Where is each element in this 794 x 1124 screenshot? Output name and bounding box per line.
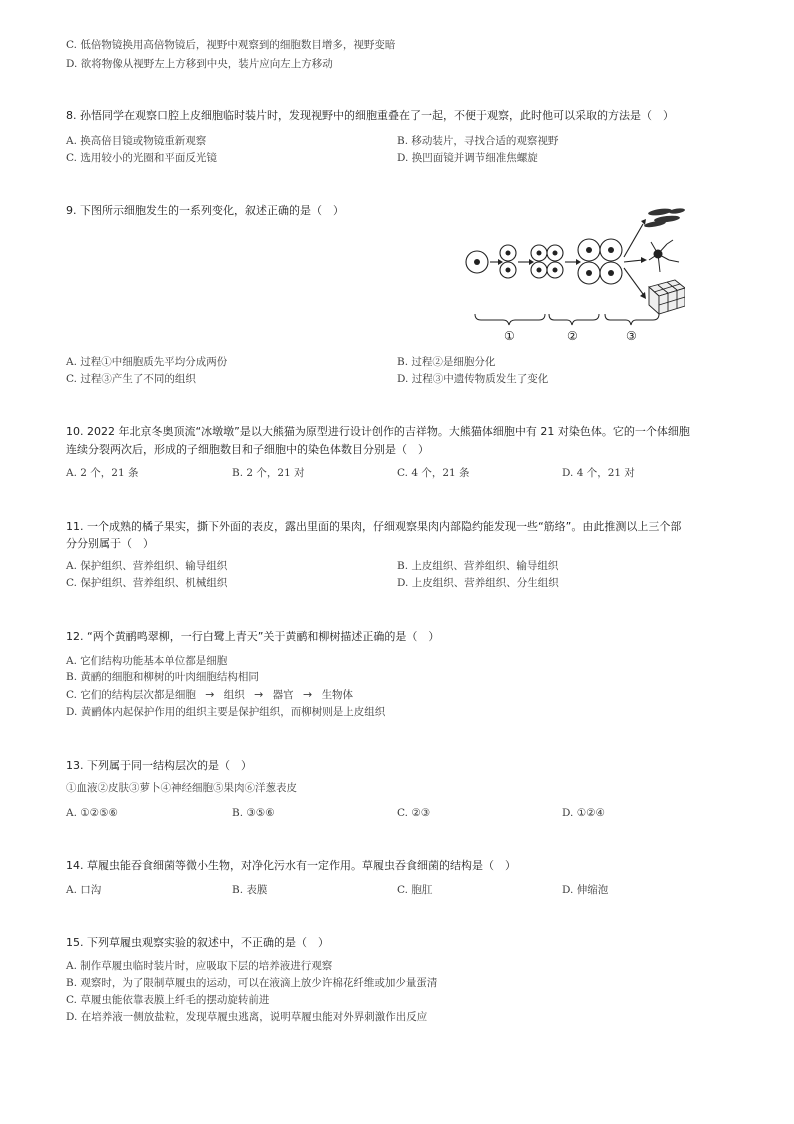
q14-option-a: A. 口沟 [66, 884, 102, 896]
option-d-prev: D. 欲将物像从视野左上方移到中央，装片应向左上方移动 [66, 58, 333, 70]
q13-option-b: B. ③⑤⑥ [232, 807, 275, 819]
q8-option-c: C. 选用较小的光圈和平面反光镜 [66, 152, 217, 164]
question-15-stem: 15. 下列草履虫观察实验的叙述中，不正确的是（ ） [66, 936, 329, 949]
nerve-cell-icon [649, 240, 679, 272]
q10-option-a: A. 2 个，21 条 [66, 467, 139, 479]
arrow-right-icon: → [205, 688, 215, 701]
q9-option-a: A. 过程①中细胞质先平均分成两份 [66, 356, 228, 368]
q12-option-a: A. 它们结构功能基本单位都是细胞 [66, 655, 228, 667]
q12-option-c-prefix: C. 它们的结构层次都是细胞 [66, 689, 196, 701]
question-11-stem-line1: 11. 一个成熟的橘子果实，撕下外面的表皮，露出里面的果肉，仔细观察果肉内部隐约能发现一些“筋络”。由此推测以上三个部 [66, 520, 682, 533]
arrow-right-icon: → [254, 688, 264, 701]
epithelial-tissue-icon [649, 280, 685, 314]
q8-option-b: B. 移动装片，寻找合适的观察视野 [397, 135, 559, 147]
q12-option-d: D. 黄鹂体内起保护作用的组织主要是保护组织，而柳树则是上皮组织 [66, 706, 386, 718]
question-10-stem-line1: 10. 2022 年北京冬奥顶流“冰墩墩”是以大熊猫为原型进行设计创作的吉祥物。大熊猫体细胞中有 21 对染色体。它的一个体细胞 [66, 425, 690, 438]
q11-option-a: A. 保护组织、营养组织、输导组织 [66, 560, 228, 572]
process-label-2: ② [567, 329, 578, 343]
arrow-right-icon: → [303, 688, 313, 701]
option-c-prev: C. 低倍物镜换用高倍物镜后，视野中观察到的细胞数目增多，视野变暗 [66, 39, 396, 51]
q15-option-a: A. 制作草履虫临时装片时，应吸取下层的培养液进行观察 [66, 960, 333, 972]
question-12-stem: 12. “两个黄鹂鸣翠柳，一行白鹭上青天”关于黄鹂和柳树描述正确的是（ ） [66, 630, 440, 643]
q11-option-d: D. 上皮组织、营养组织、分生组织 [397, 577, 559, 589]
q10-option-b: B. 2 个，21 对 [232, 467, 305, 479]
q13-item-list: ①血液②皮肤③萝卜④神经细胞⑤果肉⑥洋葱表皮 [66, 782, 297, 794]
process-label-3: ③ [626, 329, 637, 343]
q13-option-c: C. ②③ [397, 807, 431, 819]
q14-option-b: B. 表膜 [232, 884, 268, 896]
question-11-stem-line2: 分分别属于（ ） [66, 537, 154, 550]
q15-option-b: B. 观察时，为了限制草履虫的运动，可以在液滴上放少许棉花纤维或加少量蛋清 [66, 977, 438, 989]
cell-change-diagram [455, 202, 685, 347]
question-8-stem: 8. 孙悟同学在观察口腔上皮细胞临时装片时，发现视野中的细胞重叠在了一起，不便于观察，此时他可以采取的方法是（ ） [66, 109, 674, 122]
q10-option-c: C. 4 个，21 条 [397, 467, 470, 479]
q8-option-d: D. 换凹面镜并调节细准焦螺旋 [397, 152, 538, 164]
q14-option-d: D. 伸缩泡 [562, 884, 609, 896]
q8-option-a: A. 换高倍目镜或物镜重新观察 [66, 135, 207, 147]
q15-option-c: C. 草履虫能依靠表膜上纤毛的摆动旋转前进 [66, 994, 270, 1006]
q15-option-d: D. 在培养液一侧放盐粒，发现草履虫逃离，说明草履虫能对外界刺激作出反应 [66, 1011, 428, 1023]
q9-option-d: D. 过程③中遗传物质发生了变化 [397, 373, 549, 385]
q12-option-c-organ: 器官 [272, 689, 294, 701]
q10-option-d: D. 4 个，21 对 [562, 467, 635, 479]
q13-option-a: A. ①②⑤⑥ [66, 807, 118, 819]
q13-option-d: D. ①②④ [562, 807, 605, 819]
question-9-stem: 9. 下图所示细胞发生的一系列变化，叙述正确的是（ ） [66, 204, 344, 217]
question-10-stem-line2: 连续分裂两次后，形成的子细胞数目和子细胞中的染色体数目分别是（ ） [66, 443, 429, 456]
q12-option-c [66, 687, 353, 703]
question-14-stem: 14. 草履虫能吞食细菌等微小生物，对净化污水有一定作用。草履虫吞食细菌的结构是（ ） [66, 859, 516, 872]
q9-option-b: B. 过程②是细胞分化 [397, 356, 496, 368]
process-label-1: ① [504, 329, 515, 343]
q11-option-c: C. 保护组织、营养组织、机械组织 [66, 577, 228, 589]
muscle-tissue-icon [644, 207, 685, 228]
q11-option-b: B. 上皮组织、营养组织、输导组织 [397, 560, 559, 572]
q12-option-c-tissue: 组织 [223, 689, 245, 701]
q9-option-c: C. 过程③产生了不同的组织 [66, 373, 196, 385]
q12-option-c-organism: 生物体 [321, 689, 354, 701]
q12-option-b: B. 黄鹂的细胞和柳树的叶肉细胞结构相同 [66, 671, 259, 683]
q14-option-c: C. 胞肛 [397, 884, 433, 896]
question-13-stem: 13. 下列属于同一结构层次的是（ ） [66, 759, 252, 772]
